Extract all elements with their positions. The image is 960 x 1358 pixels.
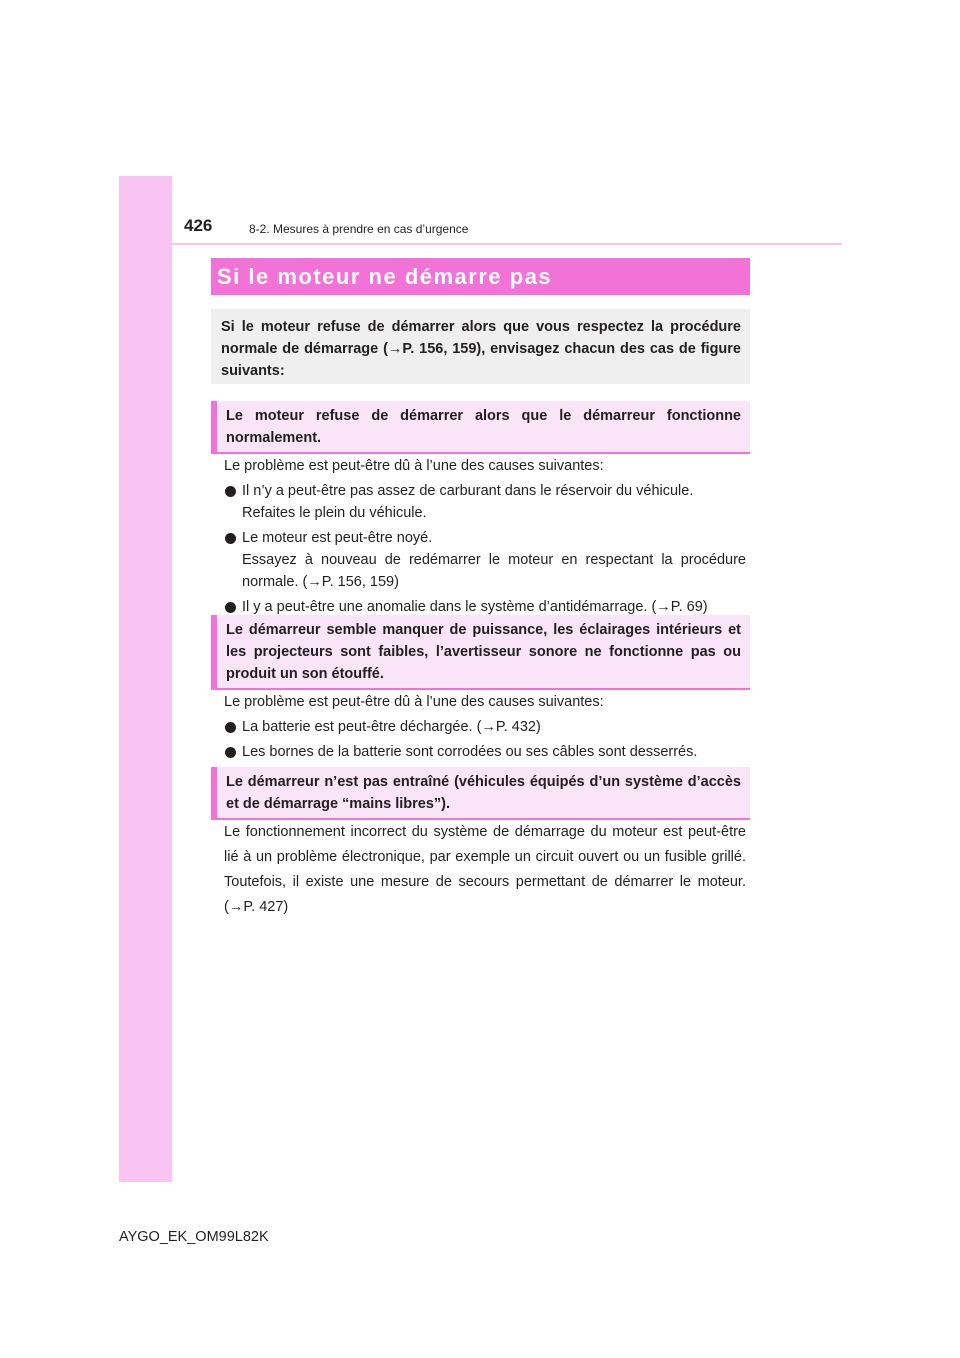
list-item xyxy=(224,716,746,738)
intro-box xyxy=(211,309,750,384)
case-body-text: Le fonctionnement incorrect du système de démarrage du moteur est peut-être lié à un problème électronique, par exemple un circuit ouvert ou un fusible grillé. Toutefois, il existe une mesure de secours permettant de démarrer le moteur. (→P. 427) xyxy=(224,824,746,915)
section-breadcrumb: 8-2. Mesures à prendre en cas d’urgence xyxy=(249,222,469,236)
page-number: 426 xyxy=(184,216,213,235)
bullet-icon xyxy=(225,533,236,544)
list-item-text: Le moteur est peut-être noyé. xyxy=(242,530,433,546)
list-item-text: Les bornes de la batterie sont corrodées ou ses câbles sont desserrés. xyxy=(242,744,698,760)
case-heading-starter-normal xyxy=(211,401,750,454)
case-heading-text: Le démarreur semble manquer de puissance, les éclairages intérieurs et les projecteurs sont faibles, l’avertisseur sonore ne fonctionne pas ou produit un son étouffé. xyxy=(226,622,741,682)
case-lead-text: Le problème est peut-être dû à l’une des causes suivantes: xyxy=(224,458,604,474)
case-heading-text: Le démarreur n’est pas entraîné (véhicules équipés d’un système d’accès et de démarrage “mains libres”). xyxy=(226,774,741,812)
bullet-icon xyxy=(225,722,236,733)
list-item-detail: Refaites le plein du véhicule. xyxy=(242,505,427,521)
case-lead-text: Le problème est peut-être dû à l’une des causes suivantes: xyxy=(224,694,604,710)
page-title: Si le moteur ne démarre pas xyxy=(217,263,553,289)
case-heading-starter-not-engaged xyxy=(211,767,750,820)
case-body-starter-not-engaged xyxy=(224,820,746,920)
header-divider xyxy=(172,243,842,245)
list-item xyxy=(224,480,746,524)
list-item xyxy=(224,527,746,593)
chapter-sidebar-tab xyxy=(119,176,172,1182)
bullet-icon xyxy=(225,747,236,758)
document-code: AYGO_EK_OM99L82K xyxy=(119,1229,269,1245)
list-item-text: Il n’y a peut-être pas assez de carburant dans le réservoir du véhicule. xyxy=(242,483,694,499)
list-item-text: La batterie est peut-être déchargée. (→P. 432) xyxy=(242,719,541,735)
bullet-icon xyxy=(225,602,236,613)
case-body-weak-starter xyxy=(224,691,746,763)
case-body-starter-normal xyxy=(224,455,746,618)
list-item xyxy=(224,741,746,763)
page-title-bar xyxy=(211,258,750,295)
intro-text: Si le moteur refuse de démarrer alors que vous respectez la procédure normale de démarrage (→P. 156, 159), envisagez chacun des cas de figure suivants: xyxy=(221,319,741,379)
bullet-icon xyxy=(225,486,236,497)
list-item-detail: Essayez à nouveau de redémarrer le moteur en respectant la procédure normale. (→P. 156, 159) xyxy=(242,552,746,590)
list-item-text: Il y a peut-être une anomalie dans le système d’antidémarrage. (→P. 69) xyxy=(242,599,708,615)
case-heading-text: Le moteur refuse de démarrer alors que le démarreur fonctionne normalement. xyxy=(226,408,741,446)
case-heading-weak-starter xyxy=(211,615,750,690)
